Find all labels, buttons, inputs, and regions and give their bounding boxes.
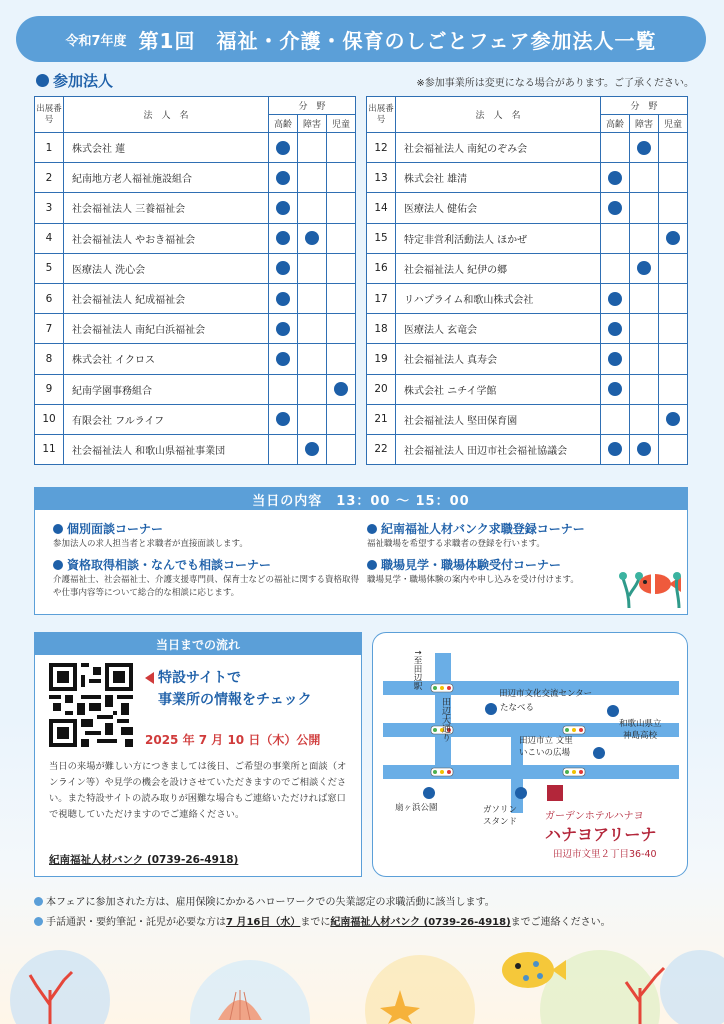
site-line-2: 事業所の情報をチェック <box>158 692 312 708</box>
organization-name: 社会福祉法人 堅田保育園 <box>396 404 601 434</box>
field-child-cell <box>327 434 356 464</box>
table-row <box>35 133 356 163</box>
field-child-cell <box>327 133 356 163</box>
qr-code-icon[interactable] <box>49 663 133 747</box>
organization-name: 株式会社 ニチイ学館 <box>396 374 601 404</box>
table-row <box>35 283 356 313</box>
field-elderly-cell <box>601 133 630 163</box>
row-number: 2 <box>35 163 64 193</box>
field-child-cell <box>659 344 688 374</box>
field-child-cell <box>327 404 356 434</box>
field-disability-cell <box>630 344 659 374</box>
map-label-culture-center: 田辺市文化交流センター <box>499 689 593 699</box>
content-item-interview <box>53 520 353 551</box>
organization-name: 株式会社 蓮 <box>64 133 269 163</box>
organization-name: リハプライム和歌山株式会社 <box>396 283 601 313</box>
col-child-header: 児童 <box>327 115 356 133</box>
title-bar <box>16 16 706 62</box>
row-number: 1 <box>35 133 64 163</box>
field-mark-icon <box>666 412 680 426</box>
field-elderly-cell <box>601 163 630 193</box>
bullet-icon <box>34 897 43 906</box>
map-label-ikoi-2: いこいの広場 <box>519 748 571 758</box>
sea-decoration <box>0 930 724 1024</box>
field-child-cell <box>659 163 688 193</box>
col-elderly-header: 高齢 <box>269 115 298 133</box>
organization-name: 社会福祉法人 南紀のぞみ会 <box>396 133 601 163</box>
field-disability-cell <box>630 374 659 404</box>
col-no-header: 出展番号 <box>367 97 396 133</box>
content-item-title: 紀南福祉人材バンク求職登録コーナー <box>381 522 585 536</box>
field-elderly-cell <box>601 344 630 374</box>
field-disability-cell <box>298 314 327 344</box>
field-mark-icon <box>608 442 622 456</box>
row-number: 6 <box>35 283 64 313</box>
field-child-cell <box>327 344 356 374</box>
footer-contact[interactable]: 紀南福祉人材バンク (0739-26-4918) <box>330 917 511 928</box>
map-label-ikoi-1: 田辺市立 文里 <box>519 736 573 746</box>
table-row <box>367 344 688 374</box>
content-item-title: 資格取得相談・なんでも相談コーナー <box>67 558 272 572</box>
field-disability-cell <box>298 253 327 283</box>
content-item-title: 職場見学・職場体験受付コーナー <box>381 558 562 572</box>
field-disability-cell <box>298 344 327 374</box>
field-mark-icon <box>276 292 290 306</box>
field-mark-icon <box>666 231 680 245</box>
field-child-cell <box>659 283 688 313</box>
change-note: ※参加事業所は変更になる場合があります。ご了承ください。 <box>416 78 694 89</box>
organization-name: 医療法人 洗心会 <box>64 253 269 283</box>
table-row <box>367 283 688 313</box>
field-disability-cell <box>630 193 659 223</box>
row-number: 4 <box>35 223 64 253</box>
table-row <box>35 193 356 223</box>
col-elderly-header: 高齢 <box>601 115 630 133</box>
field-disability-cell <box>298 133 327 163</box>
field-mark-icon <box>276 261 290 275</box>
content-item-desc: 介護福祉士、社会福祉士、介護支援専門員、保育士などの福祉に関する資格取得や仕事内容等について総合的な相談に応じます。 <box>53 575 360 598</box>
organization-name: 社会福祉法人 紀伊の郷 <box>396 253 601 283</box>
participants-table-left <box>34 96 356 465</box>
field-disability-cell <box>298 374 327 404</box>
table-row <box>35 344 356 374</box>
site-line-1: 特設サイトで <box>158 670 242 686</box>
row-number: 7 <box>35 314 64 344</box>
row-number: 21 <box>367 404 396 434</box>
footer-note-2-e: までご連絡ください。 <box>510 917 611 928</box>
table-row <box>35 314 356 344</box>
content-item-consult <box>53 556 363 600</box>
field-elderly-cell <box>601 404 630 434</box>
bullet-icon <box>367 560 377 570</box>
organization-name: 社会福祉法人 やおき福祉会 <box>64 223 269 253</box>
row-number: 22 <box>367 434 396 464</box>
row-number: 9 <box>35 374 64 404</box>
table-row <box>367 434 688 464</box>
organization-name: 社会福祉法人 南紀白浜福祉会 <box>64 314 269 344</box>
field-elderly-cell <box>269 344 298 374</box>
table-row <box>367 163 688 193</box>
organization-name: 医療法人 健佑会 <box>396 193 601 223</box>
organization-name: 社会福祉法人 田辺市社会福祉協議会 <box>396 434 601 464</box>
field-mark-icon <box>276 352 290 366</box>
field-elderly-cell <box>269 434 298 464</box>
organization-name: 株式会社 雄清 <box>396 163 601 193</box>
row-number: 3 <box>35 193 64 223</box>
field-mark-icon <box>637 261 651 275</box>
row-number: 14 <box>367 193 396 223</box>
row-number: 12 <box>367 133 396 163</box>
special-site-caption <box>145 667 312 711</box>
field-disability-cell <box>298 283 327 313</box>
map-label-gas-2: スタンド <box>483 817 518 827</box>
field-disability-cell <box>630 404 659 434</box>
content-item-title: 個別面談コーナー <box>67 522 164 536</box>
table-row <box>35 404 356 434</box>
footer-note-2-c: までに <box>300 917 331 928</box>
field-disability-cell <box>298 404 327 434</box>
field-elderly-cell <box>601 314 630 344</box>
field-child-cell <box>327 223 356 253</box>
field-child-cell <box>659 404 688 434</box>
arrow-left-icon <box>145 672 154 684</box>
publish-date: 2025 年 7 月 10 日（木）公開 <box>145 733 321 747</box>
field-elderly-cell <box>269 404 298 434</box>
field-mark-icon <box>608 382 622 396</box>
field-disability-cell <box>630 314 659 344</box>
title-year: 令和7年度 <box>65 33 127 49</box>
field-elderly-cell <box>269 223 298 253</box>
fish-coral-illustration <box>619 548 687 610</box>
field-elderly-cell <box>269 133 298 163</box>
field-child-cell <box>659 223 688 253</box>
col-field-header: 分 野 <box>269 97 356 115</box>
table-row <box>35 434 356 464</box>
row-number: 20 <box>367 374 396 404</box>
map-label-hotel: ガーデンホテルハナヨ <box>545 811 644 822</box>
col-name-header: 法 人 名 <box>64 97 269 133</box>
field-mark-icon <box>305 231 319 245</box>
row-number: 18 <box>367 314 396 344</box>
col-field-header: 分 野 <box>601 97 688 115</box>
organization-name: 特定非営利活動法人 ほかぜ <box>396 223 601 253</box>
row-number: 5 <box>35 253 64 283</box>
organization-name: 紀南地方老人福祉施設組合 <box>64 163 269 193</box>
flow-heading: 当日までの流れ <box>35 633 361 655</box>
field-elderly-cell <box>601 223 630 253</box>
participants-heading <box>36 70 113 91</box>
flow-description: 当日の来場が難しい方につきましては後日、ご希望の事業所と面談（オンライン等）や見学の機会を設けさせていただきますのでご相談ください。また特設サイトの読み取りが困難な場合もご連絡いただければ窓口で視聴していただけますのでご連絡ください。 <box>49 761 347 820</box>
row-number: 13 <box>367 163 396 193</box>
content-item-tour <box>367 556 627 587</box>
map-label-address: 田辺市文里２丁目36-40 <box>553 849 657 860</box>
row-number: 10 <box>35 404 64 434</box>
organization-name: 社会福祉法人 和歌山県福祉事業団 <box>64 434 269 464</box>
field-elderly-cell <box>601 374 630 404</box>
field-child-cell <box>659 314 688 344</box>
content-item-registration <box>367 520 667 551</box>
field-mark-icon <box>637 141 651 155</box>
field-disability-cell <box>630 253 659 283</box>
footer-note-1-text: 本フェアに参加された方は、雇用保険にかかるハローワークでの失業認定の求職活動に該当します。 <box>46 897 495 908</box>
participants-table-right <box>366 96 688 465</box>
field-disability-cell <box>630 163 659 193</box>
field-child-cell <box>659 193 688 223</box>
page-title: 第1回 福祉・介護・保育のしごとフェア参加法人一覧 <box>138 28 657 53</box>
field-child-cell <box>327 374 356 404</box>
field-elderly-cell <box>601 283 630 313</box>
row-number: 19 <box>367 344 396 374</box>
col-disability-header: 障害 <box>630 115 659 133</box>
table-row <box>35 163 356 193</box>
row-number: 11 <box>35 434 64 464</box>
col-no-header: 出展番号 <box>35 97 64 133</box>
col-disability-header: 障害 <box>298 115 327 133</box>
map-label-gas-1: ガソリン <box>483 805 518 815</box>
table-row <box>35 374 356 404</box>
organization-name: 株式会社 イクロス <box>64 344 269 374</box>
organization-name: 紀南学園事務組合 <box>64 374 269 404</box>
field-disability-cell <box>630 133 659 163</box>
field-disability-cell <box>298 434 327 464</box>
table-row <box>367 193 688 223</box>
field-elderly-cell <box>601 193 630 223</box>
footer-note-2 <box>34 913 611 928</box>
row-number: 17 <box>367 283 396 313</box>
organization-name: 社会福祉法人 三養福祉会 <box>64 193 269 223</box>
map-label-arena: ハナヨアリーナ <box>545 825 657 844</box>
table-row <box>367 253 688 283</box>
bullet-icon <box>34 917 43 926</box>
field-mark-icon <box>276 201 290 215</box>
col-name-header: 法 人 名 <box>396 97 601 133</box>
map-label-high-school-1: 和歌山県立 <box>619 719 662 729</box>
table-row <box>35 253 356 283</box>
field-child-cell <box>659 253 688 283</box>
map-label-high-school-2: 神島高校 <box>623 731 658 741</box>
organization-name: 社会福祉法人 真寿会 <box>396 344 601 374</box>
field-child-cell <box>659 133 688 163</box>
field-mark-icon <box>276 171 290 185</box>
field-elderly-cell <box>269 163 298 193</box>
map-label-street: 田辺大通り <box>440 697 450 742</box>
participants-heading-text: 参加法人 <box>53 72 114 90</box>
bullet-icon <box>53 560 63 570</box>
table-row <box>367 404 688 434</box>
field-disability-cell <box>630 283 659 313</box>
map-label-tanaberu: たなべる <box>500 703 535 713</box>
field-mark-icon <box>637 442 651 456</box>
bullet-icon <box>367 524 377 534</box>
bullet-icon <box>36 74 49 87</box>
table-row <box>367 133 688 163</box>
contact-phone[interactable]: 紀南福祉人材バンク (0739-26-4918) <box>49 854 239 866</box>
field-elderly-cell <box>269 314 298 344</box>
field-child-cell <box>659 374 688 404</box>
field-mark-icon <box>608 201 622 215</box>
field-child-cell <box>327 253 356 283</box>
footer-deadline: 7 月16日（水） <box>226 917 301 928</box>
bullet-icon <box>53 524 63 534</box>
field-mark-icon <box>608 352 622 366</box>
row-number: 15 <box>367 223 396 253</box>
field-elderly-cell <box>269 193 298 223</box>
field-disability-cell <box>298 193 327 223</box>
row-number: 8 <box>35 344 64 374</box>
content-item-desc: 福祉職場を希望する求職者の登録を行います。 <box>367 539 545 549</box>
field-mark-icon <box>608 171 622 185</box>
field-child-cell <box>327 193 356 223</box>
map-label-park: 扇ヶ浜公園 <box>395 803 438 813</box>
field-elderly-cell <box>269 283 298 313</box>
field-elderly-cell <box>269 253 298 283</box>
field-child-cell <box>327 163 356 193</box>
field-elderly-cell <box>269 374 298 404</box>
field-mark-icon <box>276 322 290 336</box>
field-mark-icon <box>608 322 622 336</box>
field-mark-icon <box>334 382 348 396</box>
event-content-heading: 当日の内容 13：00 〜 15：00 <box>35 488 687 510</box>
field-elderly-cell <box>601 253 630 283</box>
content-item-desc: 職場見学・職場体験の案内や申し込みを受け付けます。 <box>367 575 579 585</box>
col-child-header: 児童 <box>659 115 688 133</box>
field-mark-icon <box>276 412 290 426</box>
field-elderly-cell <box>601 434 630 464</box>
field-child-cell <box>659 434 688 464</box>
content-item-desc: 参加法人の求人担当者と求職者が直接面談します。 <box>53 539 248 549</box>
field-disability-cell <box>630 223 659 253</box>
field-child-cell <box>327 283 356 313</box>
field-mark-icon <box>305 442 319 456</box>
organization-name: 社会福祉法人 紀成福祉会 <box>64 283 269 313</box>
field-disability-cell <box>298 163 327 193</box>
footer-note-2-a: 手話通訳・要約筆記・託児が必要な方は <box>46 917 226 928</box>
table-row <box>367 223 688 253</box>
table-row <box>35 223 356 253</box>
field-mark-icon <box>276 141 290 155</box>
row-number: 16 <box>367 253 396 283</box>
field-disability-cell <box>298 223 327 253</box>
field-child-cell <box>327 314 356 344</box>
access-map <box>372 632 688 877</box>
footer-note-1 <box>34 893 495 908</box>
event-content-box <box>34 487 688 615</box>
table-row <box>367 374 688 404</box>
organization-name: 医療法人 玄竜会 <box>396 314 601 344</box>
field-mark-icon <box>608 292 622 306</box>
field-mark-icon <box>276 231 290 245</box>
flow-box <box>34 632 362 877</box>
map-label-station: ↑至田辺駅 <box>412 649 422 691</box>
organization-name: 有限会社 フルライフ <box>64 404 269 434</box>
field-disability-cell <box>630 434 659 464</box>
table-row <box>367 314 688 344</box>
